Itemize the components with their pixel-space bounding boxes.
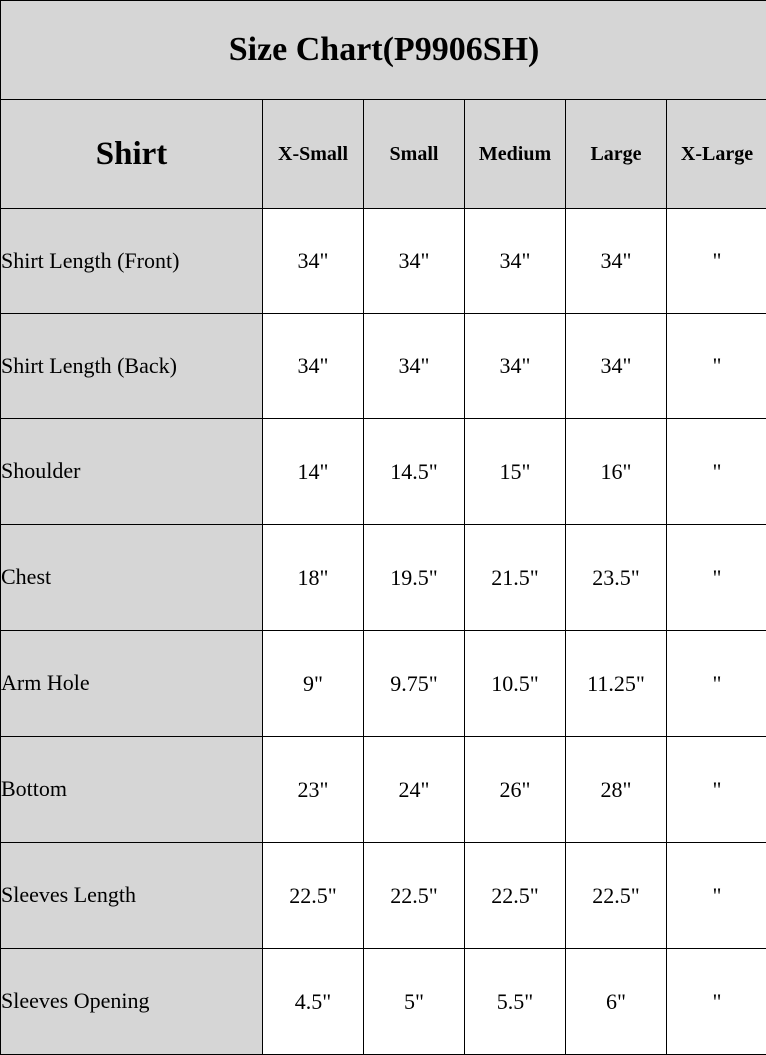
table-header-row (1, 100, 766, 209)
cell-arm-hole-large: 11.25" (566, 631, 667, 737)
row-label-sleeves-opening: Sleeves Opening (1, 949, 263, 1055)
cell-sleeves-opening-large: 6" (566, 949, 667, 1055)
cell-shirt-length-back-x-small: 34" (263, 314, 364, 419)
cell-sleeves-length-x-large: " (667, 843, 766, 949)
cell-arm-hole-x-small: 9" (263, 631, 364, 737)
table-row (1, 737, 766, 843)
cell-shirt-length-back-large: 34" (566, 314, 667, 419)
cell-chest-x-small: 18" (263, 525, 364, 631)
cell-sleeves-opening-x-small: 4.5" (263, 949, 364, 1055)
cell-bottom-small: 24" (364, 737, 465, 843)
table-row (1, 631, 766, 737)
table-row (1, 525, 766, 631)
cell-shirt-length-back-x-large: " (667, 314, 766, 419)
cell-sleeves-opening-small: 5" (364, 949, 465, 1055)
table-row (1, 949, 766, 1055)
column-header-x-small: X-Small (263, 100, 364, 209)
cell-shoulder-medium: 15" (465, 419, 566, 525)
row-label-shirt-length-front: Shirt Length (Front) (1, 209, 263, 314)
category-header: Shirt (1, 100, 263, 209)
cell-shirt-length-front-small: 34" (364, 209, 465, 314)
table-row (1, 209, 766, 314)
cell-chest-large: 23.5" (566, 525, 667, 631)
cell-sleeves-opening-medium: 5.5" (465, 949, 566, 1055)
table-row (1, 419, 766, 525)
cell-sleeves-opening-x-large: " (667, 949, 766, 1055)
cell-shirt-length-back-medium: 34" (465, 314, 566, 419)
cell-sleeves-length-x-small: 22.5" (263, 843, 364, 949)
cell-sleeves-length-small: 22.5" (364, 843, 465, 949)
cell-shirt-length-front-medium: 34" (465, 209, 566, 314)
cell-arm-hole-medium: 10.5" (465, 631, 566, 737)
cell-chest-small: 19.5" (364, 525, 465, 631)
cell-sleeves-length-medium: 22.5" (465, 843, 566, 949)
table-row (1, 843, 766, 949)
column-header-x-large: X-Large (667, 100, 766, 209)
page-title: Size Chart(P9906SH) (1, 1, 766, 100)
column-header-small: Small (364, 100, 465, 209)
table-row (1, 314, 766, 419)
row-label-chest: Chest (1, 525, 263, 631)
row-label-shoulder: Shoulder (1, 419, 263, 525)
cell-arm-hole-x-large: " (667, 631, 766, 737)
cell-shirt-length-front-x-large: " (667, 209, 766, 314)
cell-chest-medium: 21.5" (465, 525, 566, 631)
cell-shoulder-large: 16" (566, 419, 667, 525)
row-label-bottom: Bottom (1, 737, 263, 843)
row-label-arm-hole: Arm Hole (1, 631, 263, 737)
cell-shirt-length-front-large: 34" (566, 209, 667, 314)
cell-shoulder-x-small: 14" (263, 419, 364, 525)
cell-chest-x-large: " (667, 525, 766, 631)
column-header-large: Large (566, 100, 667, 209)
cell-sleeves-length-large: 22.5" (566, 843, 667, 949)
cell-shoulder-small: 14.5" (364, 419, 465, 525)
cell-shirt-length-front-x-small: 34" (263, 209, 364, 314)
cell-arm-hole-small: 9.75" (364, 631, 465, 737)
cell-bottom-x-large: " (667, 737, 766, 843)
cell-bottom-x-small: 23" (263, 737, 364, 843)
title-row (1, 1, 766, 100)
column-header-medium: Medium (465, 100, 566, 209)
cell-shirt-length-back-small: 34" (364, 314, 465, 419)
row-label-sleeves-length: Sleeves Length (1, 843, 263, 949)
cell-bottom-large: 28" (566, 737, 667, 843)
cell-shoulder-x-large: " (667, 419, 766, 525)
row-label-shirt-length-back: Shirt Length (Back) (1, 314, 263, 419)
cell-bottom-medium: 26" (465, 737, 566, 843)
